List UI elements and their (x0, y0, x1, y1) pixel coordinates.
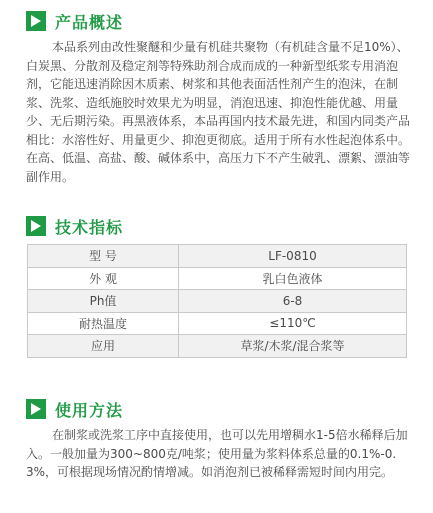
section-title-overview: 产品概述 (55, 12, 124, 32)
spec-value: 乳白色液体 (179, 267, 407, 290)
play-arrow-icon (26, 11, 46, 31)
spec-label: 型 号 (28, 245, 179, 268)
spec-row (28, 312, 407, 335)
section-title-specs: 技术指标 (55, 217, 124, 237)
spec-value: 6-8 (179, 290, 407, 313)
spec-value: 草浆/木浆/混合浆等 (179, 335, 407, 358)
spec-value: ≤110℃ (179, 312, 407, 335)
spec-value: LF-0810 (179, 245, 407, 268)
section-header-specs (26, 215, 123, 237)
section-header-usage (26, 398, 123, 420)
spec-table (27, 244, 407, 358)
play-arrow-icon (26, 399, 46, 419)
spec-row (28, 290, 407, 313)
overview-paragraph: 本品系列由改性聚醚和少量有机硅共聚物（有机硅含量不足10%）、白炭黑、分散剂及稳定剂等特殊助剂合成而成的一种新型纸浆专用消泡剂，它能迅速消除因木质素、树浆和其他表面活性剂产生的泡沫，在制浆、洗浆、造纸施胶时效果尤为明显，消泡迅速、抑泡性能优越、用量少、无后期污染。再黑液体系，本品再国内技术最先进，和国内同类产品相比：水溶性好、用量更少、抑泡更彻底。适用于所有水性起泡体系中。在高、低温、高盐、酸、碱体系中，高压力下不产生破乳、漂絮、漂油等副作用。 (26, 40, 411, 184)
spec-label: 应用 (28, 335, 179, 358)
play-arrow-icon (26, 216, 46, 236)
spec-row (28, 335, 407, 358)
section-header-overview (26, 10, 123, 32)
section-title-usage: 使用方法 (55, 400, 124, 420)
spec-label: 外 观 (28, 267, 179, 290)
spec-label: Ph值 (28, 290, 179, 313)
spec-row (28, 267, 407, 290)
usage-paragraph: 在制浆或洗浆工序中直接使用，也可以先用增稠水1-5倍水稀释后加入。一般加量为300~800克/吨浆；使用量为浆料体系总量的0.1%-0.3%，可根据现场情况酌情增减。如消泡剂已被稀释需短时间内用完。 (26, 428, 408, 479)
spec-label: 耐热温度 (28, 312, 179, 335)
spec-row (28, 245, 407, 268)
